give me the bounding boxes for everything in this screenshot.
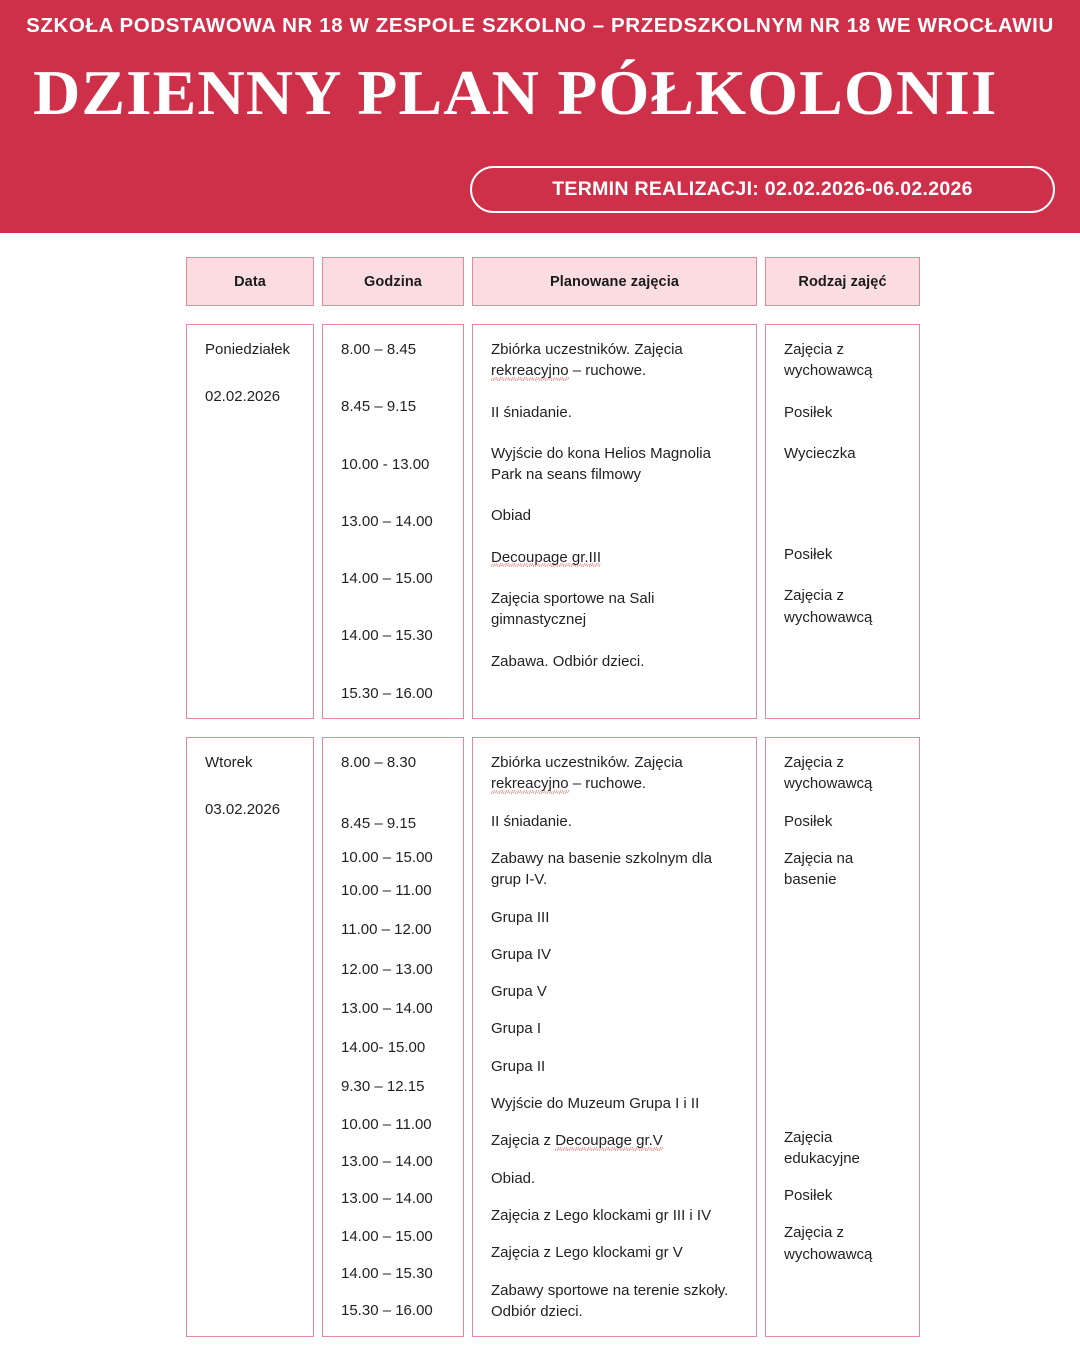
cell-activities	[472, 324, 757, 719]
activity-entry: Wyjście do kona Helios Magnolia Park na seans filmowy	[491, 444, 711, 484]
day-name: Wtorek	[205, 754, 253, 772]
cell-activity-types	[765, 324, 920, 719]
header-banner	[0, 0, 1080, 233]
activity-entry	[491, 547, 740, 568]
activity-type: Wycieczka	[784, 444, 856, 462]
time-slot: 13.00 – 14.00	[341, 1190, 433, 1208]
activity-entry: Grupa III	[491, 908, 550, 926]
time-slot: 10.00 – 11.00	[341, 881, 432, 899]
activity-entry: Zbiórka uczestników. Zajęcia rekreacyjno – ruchowe.	[491, 754, 683, 793]
time-slot: 10.00 – 15.00	[341, 848, 433, 866]
schedule-table	[186, 257, 904, 1337]
activity-type: Posiłek	[784, 546, 833, 564]
cell-day-date	[186, 737, 314, 1337]
table-row	[186, 324, 904, 719]
column-header-zajecia	[472, 257, 757, 306]
cell-day-date	[186, 324, 314, 719]
spellcheck-underline: rekreacyjno	[491, 362, 569, 380]
time-slot: 8.45 – 9.15	[341, 398, 417, 416]
column-header-label: Data	[234, 273, 266, 290]
activity-entry: II śniadanie.	[491, 812, 572, 830]
table-row	[186, 737, 904, 1337]
activity-type: Posiłek	[784, 1187, 833, 1205]
activity-entry: Zajęcia z Lego klockami gr V	[491, 1244, 683, 1262]
time-slot: 15.30 – 16.00	[341, 1302, 433, 1320]
cell-activities	[472, 737, 757, 1337]
day-date: 02.02.2026	[205, 388, 281, 406]
cell-times	[322, 324, 464, 719]
spellcheck-underline: Decoupage gr.V	[555, 1132, 663, 1150]
column-header-label: Planowane zajęcia	[549, 273, 680, 290]
column-header-label: Rodzaj zajęć	[798, 273, 887, 290]
activity-entry: Zajęcia z Lego klockami gr III i IV	[491, 1206, 712, 1224]
activity-type: Zajęcia edukacyjne	[784, 1128, 860, 1167]
activity-entry: Obiad	[491, 507, 532, 525]
column-header-data	[186, 257, 314, 306]
activity-entry: Zajęcia z Decoupage gr.V	[491, 1132, 663, 1150]
time-slot: 13.00 – 14.00	[341, 1153, 433, 1171]
cell-activity-types	[765, 737, 920, 1337]
time-slot: 8.45 – 9.15	[341, 815, 417, 833]
column-header-godzina	[322, 257, 464, 306]
time-slot: 11.00 – 12.00	[341, 921, 432, 939]
day-date: 03.02.2026	[205, 801, 281, 819]
activity-entry: Grupa II	[491, 1057, 546, 1075]
activity-entry: Zajęcia sportowe na Sali gimnastycznej	[491, 590, 655, 629]
time-slot: 14.00 – 15.00	[341, 570, 433, 588]
time-slot: 10.00 - 13.00	[341, 455, 430, 473]
activity-entry: Wyjście do Muzeum Grupa I i II	[491, 1095, 700, 1113]
time-slot: 14.00 – 15.00	[341, 1227, 433, 1245]
table-header-row	[186, 257, 904, 306]
column-header-rodzaj	[765, 257, 920, 306]
activity-entry: Zbiórka uczestników. Zajęcia rekreacyjno – ruchowe.	[491, 341, 683, 380]
activity-entry: Zabawa. Odbiór dzieci.	[491, 652, 645, 670]
cell-times	[322, 737, 464, 1337]
term-badge	[470, 166, 1055, 213]
time-slot: 8.00 – 8.45	[341, 341, 417, 358]
time-slot: 13.00 – 14.00	[341, 999, 433, 1017]
term-badge-label: TERMIN REALIZACJI: 02.02.2026-06.02.2026	[552, 178, 973, 200]
activity-entry: Zabawy sportowe na terenie szkoły. Odbiór dzieci.	[491, 1281, 729, 1320]
time-slot: 9.30 – 12.15	[341, 1078, 425, 1096]
time-slot: 13.00 – 14.00	[341, 512, 433, 530]
spellcheck-underline: Decoupage gr.III	[491, 548, 602, 566]
activity-entry: Obiad.	[491, 1169, 536, 1187]
school-name-line: SZKOŁA PODSTAWOWA NR 18 W ZESPOLE SZKOLNO – PRZEDSZKOLNYM NR 18 WE WROCŁAWIU	[26, 14, 1054, 37]
time-slot: 8.00 – 8.30	[341, 754, 417, 772]
activity-entry: Grupa I	[491, 1020, 542, 1038]
time-slot: 10.00 – 11.00	[341, 1115, 432, 1133]
activity-entry: Zabawy na basenie szkolnym dla grup I-V.	[491, 849, 712, 889]
schedule-sheet	[0, 233, 1080, 1350]
time-slot: 12.00 – 13.00	[341, 960, 433, 978]
activity-entry: Grupa V	[491, 983, 547, 1001]
activity-type: Posiłek	[784, 812, 833, 830]
time-slot: 14.00- 15.00	[341, 1039, 426, 1057]
activity-type: Zajęcia z wychowawcą	[784, 754, 873, 793]
day-name: Poniedziałek	[205, 341, 291, 358]
activity-type: Zajęcia z wychowawcą	[784, 341, 873, 380]
page-title: DZIENNY PLAN PÓŁKOLONII	[33, 58, 998, 128]
activity-type: Posiłek	[784, 403, 833, 421]
activity-entry: II śniadanie.	[491, 403, 572, 421]
activity-type: Zajęcia z wychowawcą	[784, 587, 873, 626]
activity-type: Zajęcia z wychowawcą	[784, 1224, 873, 1263]
time-slot: 15.30 – 16.00	[341, 684, 433, 702]
time-slot: 14.00 – 15.30	[341, 627, 433, 645]
activity-type: Zajęcia na basenie	[784, 849, 854, 889]
time-slot: 14.00 – 15.30	[341, 1264, 433, 1282]
column-header-label: Godzina	[364, 273, 422, 290]
activity-entry: Grupa IV	[491, 945, 552, 963]
spellcheck-underline: rekreacyjno	[491, 775, 569, 793]
